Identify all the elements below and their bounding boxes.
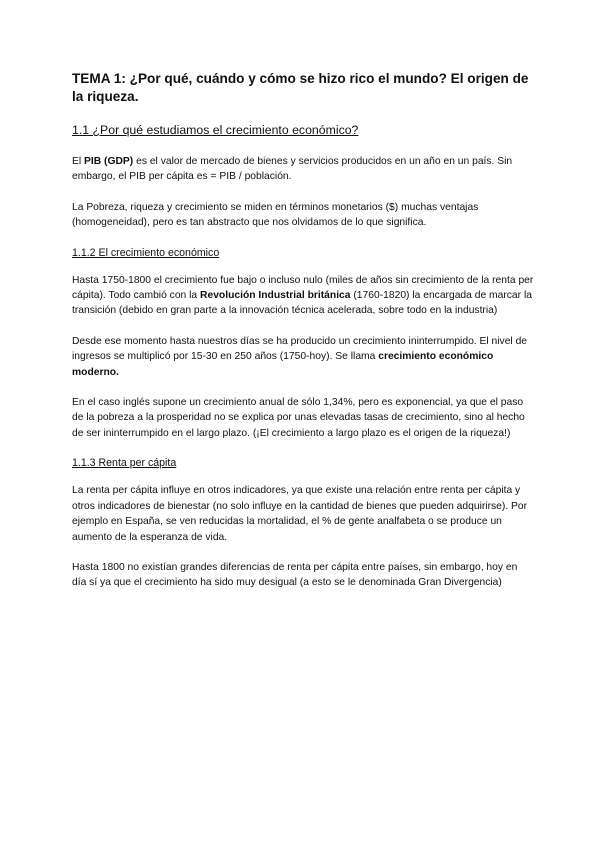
text-segment: Hasta 1750-1800 el crecimiento fue bajo o incluso nulo (miles de años sin crecimiento de la renta per cápita). Todo cambió con la — [72, 274, 534, 302]
paragraph-hasta-1750 — [72, 273, 534, 319]
text-segment: (1760-1820) la encargada de marcar la transición (debido en gran parte a la innovación técnica acelerada, sobre todo en la industria) — [72, 290, 532, 317]
paragraph-renta-indicadores: La renta per cápita influye en otros indicadores, ya que existe una relación entre renta per cápita y otros indicadores de bienestar (no solo influye en la cantidad de bienes que pueden adquirirse). Por ejemplo en España, se ven reducidas la mortalidad, el % de gente analfabeta o se produce un aumento de la esperanza de vida. — [72, 485, 528, 543]
bold-term-pib: PIB (GDP) — [84, 156, 134, 167]
text-segment: Desde ese momento hasta nuestros días se ha producido un crecimiento ininterrumpido. El nivel de ingresos se multiplicó por 15-30 en 250 años (1750-hoy). Se llama — [72, 335, 528, 363]
paragraph-crecimiento-moderno — [72, 334, 534, 380]
text-segment: es el valor de mercado de bienes y servicios producidos en un año en un país. Sin embargo, el PIB per cápita es = PIB / población. — [72, 156, 513, 183]
paragraph-pib-definition — [72, 154, 534, 185]
section-heading-1-1: 1.1 ¿Por qué estudiamos el crecimiento económico? — [72, 123, 359, 137]
paragraph-gran-divergencia: Hasta 1800 no existían grandes diferencias de renta per cápita entre países, sin embargo, hoy en día sí ya que el crecimiento ha sido muy desigual (a esto se le denominada Gran Divergencia) — [72, 561, 518, 589]
bold-term-revolucion: Revolución Industrial británica — [200, 290, 351, 302]
paragraph-caso-ingles: En el caso inglés supone un crecimiento anual de sólo 1,34%, pero es exponencial, ya que el paso de la pobreza a la prosperidad no se explica por unas elevadas tasas de crecimiento, sino al hecho de ser ininterrumpido en el largo plazo. (¡El crecimiento a largo plazo es el origen de la riqueza!) — [72, 397, 525, 439]
paragraph-pobreza: La Pobreza, riqueza y crecimiento se miden en términos monetarios ($) muchas ventajas (homogeneidad), pero es tan abstracto que nos olvidamos de lo que significa. — [72, 201, 479, 229]
document-title: TEMA 1: ¿Por qué, cuándo y cómo se hizo rico el mundo? El origen de la riqueza. — [72, 71, 529, 104]
section-heading-1-1-3: 1.1.3 Renta per cápita — [72, 457, 177, 470]
bold-term-crecimiento: crecimiento económico moderno. — [72, 351, 494, 378]
text-segment: El — [72, 156, 85, 167]
section-heading-1-1-2: 1.1.2 El crecimiento económico — [72, 246, 220, 259]
document-body — [72, 70, 534, 606]
